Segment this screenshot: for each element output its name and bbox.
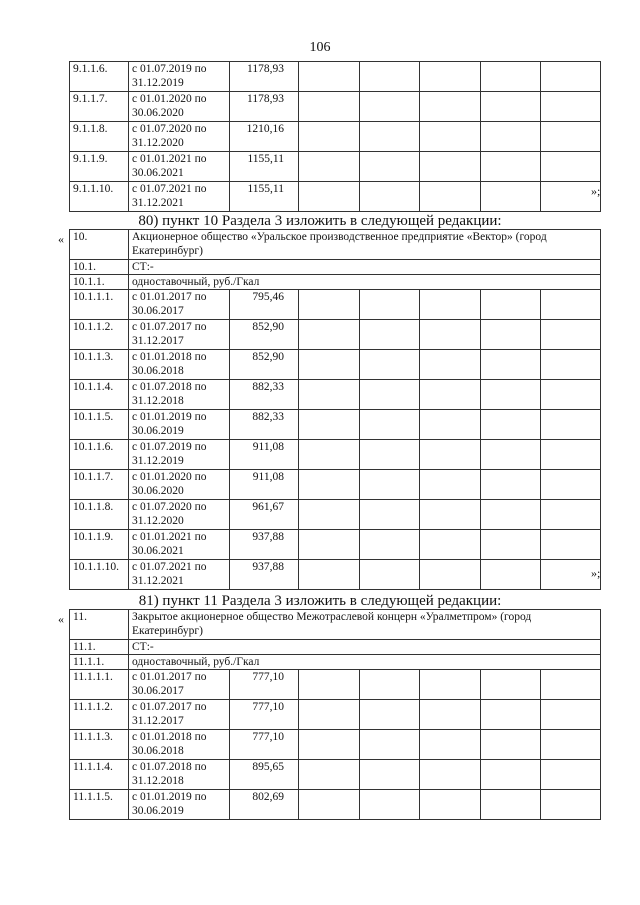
empty-cell xyxy=(299,470,360,500)
empty-cell xyxy=(481,182,541,212)
row-period: с 01.01.2020 по 30.06.2020 xyxy=(129,92,230,122)
row-code: 11.1.1.3. xyxy=(70,730,129,760)
row-period: с 01.07.2019 по 31.12.2019 xyxy=(129,62,230,92)
closing-quote: »; xyxy=(591,184,601,198)
table-row xyxy=(70,62,601,92)
empty-cell xyxy=(481,152,541,182)
table-row xyxy=(70,760,601,790)
tariff-code: 11.1.1. xyxy=(70,655,129,670)
row-period: с 01.01.2021 по 30.06.2021 xyxy=(129,530,230,560)
empty-cell xyxy=(299,730,360,760)
empty-cell xyxy=(360,670,420,700)
system-row xyxy=(70,640,601,655)
empty-cell xyxy=(481,440,541,470)
empty-cell xyxy=(299,380,360,410)
empty-cell xyxy=(420,410,481,440)
empty-cell xyxy=(541,62,601,92)
row-period: с 01.01.2017 по 30.06.2017 xyxy=(129,290,230,320)
empty-cell xyxy=(541,790,601,820)
empty-cell xyxy=(481,92,541,122)
empty-cell xyxy=(541,92,601,122)
empty-cell xyxy=(541,410,601,440)
table-row xyxy=(70,92,601,122)
row-code: 10.1.1.7. xyxy=(70,470,129,500)
empty-cell xyxy=(360,560,420,590)
row-price: 777,10 xyxy=(230,700,299,730)
empty-cell xyxy=(541,700,601,730)
empty-cell xyxy=(541,152,601,182)
empty-cell xyxy=(360,92,420,122)
row-period: с 01.07.2017 по 31.12.2017 xyxy=(129,700,230,730)
row-code: 9.1.1.7. xyxy=(70,92,129,122)
empty-cell xyxy=(299,290,360,320)
empty-cell xyxy=(481,290,541,320)
row-code: 10.1.1.3. xyxy=(70,350,129,380)
empty-cell xyxy=(481,320,541,350)
row-price: 1210,16 xyxy=(230,122,299,152)
empty-cell xyxy=(420,122,481,152)
empty-cell xyxy=(299,440,360,470)
table-row xyxy=(70,122,601,152)
empty-cell xyxy=(360,440,420,470)
empty-cell xyxy=(420,320,481,350)
row-code: 9.1.1.8. xyxy=(70,122,129,152)
empty-cell xyxy=(481,700,541,730)
amendment-80-heading: 80) пункт 10 Раздела 3 изложить в следующей редакции: xyxy=(138,213,502,229)
empty-cell xyxy=(360,500,420,530)
empty-cell xyxy=(360,760,420,790)
empty-cell xyxy=(541,350,601,380)
empty-cell xyxy=(360,730,420,760)
empty-cell xyxy=(420,700,481,730)
empty-cell xyxy=(360,700,420,730)
row-price: 1178,93 xyxy=(230,62,299,92)
empty-cell xyxy=(420,380,481,410)
org-code: 11. xyxy=(70,610,129,640)
empty-cell xyxy=(420,152,481,182)
empty-cell xyxy=(420,290,481,320)
opening-quote: « xyxy=(58,612,64,626)
row-period: с 01.07.2019 по 31.12.2019 xyxy=(129,440,230,470)
table-row xyxy=(70,182,601,212)
empty-cell xyxy=(541,500,601,530)
row-price: 1155,11 xyxy=(230,152,299,182)
row-code: 10.1.1.4. xyxy=(70,380,129,410)
empty-cell xyxy=(299,700,360,730)
row-price: 802,69 xyxy=(230,790,299,820)
empty-cell xyxy=(420,760,481,790)
row-period: с 01.01.2017 по 30.06.2017 xyxy=(129,670,230,700)
table-row xyxy=(70,530,601,560)
empty-cell xyxy=(299,760,360,790)
table-row xyxy=(70,670,601,700)
table-row xyxy=(70,290,601,320)
empty-cell xyxy=(420,440,481,470)
empty-cell xyxy=(360,790,420,820)
empty-cell xyxy=(420,92,481,122)
row-period: с 01.01.2019 по 30.06.2019 xyxy=(129,790,230,820)
empty-cell xyxy=(299,410,360,440)
empty-cell xyxy=(541,440,601,470)
row-price: 795,46 xyxy=(230,290,299,320)
row-price: 1178,93 xyxy=(230,92,299,122)
empty-cell xyxy=(481,410,541,440)
empty-cell xyxy=(541,320,601,350)
empty-cell xyxy=(420,470,481,500)
empty-cell xyxy=(299,790,360,820)
org-name: Закрытое акционерное общество Межотраслевой концерн «Уралметпром» (город Екатеринбург) xyxy=(129,610,601,640)
empty-cell xyxy=(420,182,481,212)
row-code: 9.1.1.10. xyxy=(70,182,129,212)
empty-cell xyxy=(299,560,360,590)
tariff-code: 10.1.1. xyxy=(70,275,129,290)
empty-cell xyxy=(299,530,360,560)
row-period: с 01.01.2019 по 30.06.2019 xyxy=(129,410,230,440)
table-row xyxy=(70,152,601,182)
empty-cell xyxy=(481,730,541,760)
row-period: с 01.07.2018 по 31.12.2018 xyxy=(129,380,230,410)
empty-cell xyxy=(299,92,360,122)
empty-cell xyxy=(360,320,420,350)
empty-cell xyxy=(360,62,420,92)
org-name: Акционерное общество «Уральское производственное предприятие «Вектор» (город Екатеринбург) xyxy=(129,230,601,260)
row-period: с 01.07.2021 по 31.12.2021 xyxy=(129,182,230,212)
row-code: 10.1.1.10. xyxy=(70,560,129,590)
table-row xyxy=(70,350,601,380)
empty-cell xyxy=(420,62,481,92)
row-period: с 01.01.2018 по 30.06.2018 xyxy=(129,350,230,380)
row-period: с 01.07.2020 по 31.12.2020 xyxy=(129,122,230,152)
row-price: 777,10 xyxy=(230,670,299,700)
row-price: 961,67 xyxy=(230,500,299,530)
row-code: 10.1.1.1. xyxy=(70,290,129,320)
row-code: 11.1.1.5. xyxy=(70,790,129,820)
empty-cell xyxy=(360,182,420,212)
tariff-label: одноставочный, руб./Гкал xyxy=(129,655,601,670)
empty-cell xyxy=(481,122,541,152)
system-row xyxy=(70,260,601,275)
empty-cell xyxy=(481,500,541,530)
row-period: с 01.07.2017 по 31.12.2017 xyxy=(129,320,230,350)
row-price: 911,08 xyxy=(230,440,299,470)
empty-cell xyxy=(299,350,360,380)
page-number: 106 xyxy=(309,40,331,55)
empty-cell xyxy=(420,730,481,760)
empty-cell xyxy=(299,320,360,350)
row-code: 9.1.1.6. xyxy=(70,62,129,92)
empty-cell xyxy=(481,760,541,790)
org-row xyxy=(70,230,601,260)
system-code: 11.1. xyxy=(70,640,129,655)
row-price: 882,33 xyxy=(230,380,299,410)
empty-cell xyxy=(541,760,601,790)
empty-cell xyxy=(360,122,420,152)
row-code: 10.1.1.6. xyxy=(70,440,129,470)
tariff-type-row xyxy=(70,275,601,290)
table-row xyxy=(70,790,601,820)
row-price: 1155,11 xyxy=(230,182,299,212)
empty-cell xyxy=(481,530,541,560)
table-row xyxy=(70,410,601,440)
empty-cell xyxy=(541,730,601,760)
row-period: с 01.07.2018 по 31.12.2018 xyxy=(129,760,230,790)
tariff-type-row xyxy=(70,655,601,670)
row-price: 852,90 xyxy=(230,350,299,380)
opening-quote: « xyxy=(58,232,64,246)
row-code: 11.1.1.1. xyxy=(70,670,129,700)
empty-cell xyxy=(481,62,541,92)
table-row xyxy=(70,560,601,590)
empty-cell xyxy=(299,500,360,530)
empty-cell xyxy=(299,62,360,92)
row-code: 10.1.1.9. xyxy=(70,530,129,560)
row-price: 852,90 xyxy=(230,320,299,350)
empty-cell xyxy=(360,350,420,380)
empty-cell xyxy=(420,530,481,560)
empty-cell xyxy=(299,122,360,152)
empty-cell xyxy=(299,152,360,182)
row-code: 10.1.1.5. xyxy=(70,410,129,440)
empty-cell xyxy=(299,182,360,212)
empty-cell xyxy=(481,380,541,410)
closing-quote: »; xyxy=(591,566,601,580)
table-row xyxy=(70,380,601,410)
row-period: с 01.01.2021 по 30.06.2021 xyxy=(129,152,230,182)
amendment-81-heading: 81) пункт 11 Раздела 3 изложить в следующей редакции: xyxy=(138,593,502,609)
row-price: 911,08 xyxy=(230,470,299,500)
row-code: 11.1.1.4. xyxy=(70,760,129,790)
empty-cell xyxy=(420,790,481,820)
tariff-table-11 xyxy=(69,609,601,820)
system-label: СТ:- xyxy=(129,260,601,275)
empty-cell xyxy=(360,152,420,182)
row-period: с 01.07.2021 по 31.12.2021 xyxy=(129,560,230,590)
row-period: с 01.01.2018 по 30.06.2018 xyxy=(129,730,230,760)
table-row xyxy=(70,320,601,350)
table-row xyxy=(70,440,601,470)
row-price: 882,33 xyxy=(230,410,299,440)
row-period: с 01.07.2020 по 31.12.2020 xyxy=(129,500,230,530)
org-code: 10. xyxy=(70,230,129,260)
empty-cell xyxy=(541,380,601,410)
empty-cell xyxy=(360,530,420,560)
empty-cell xyxy=(299,670,360,700)
row-price: 937,88 xyxy=(230,560,299,590)
empty-cell xyxy=(481,470,541,500)
table-row xyxy=(70,700,601,730)
empty-cell xyxy=(360,380,420,410)
empty-cell xyxy=(420,670,481,700)
empty-cell xyxy=(481,790,541,820)
empty-cell xyxy=(420,500,481,530)
empty-cell xyxy=(541,290,601,320)
row-code: 10.1.1.2. xyxy=(70,320,129,350)
empty-cell xyxy=(360,470,420,500)
table-row xyxy=(70,730,601,760)
row-period: с 01.01.2020 по 30.06.2020 xyxy=(129,470,230,500)
empty-cell xyxy=(360,410,420,440)
table-row xyxy=(70,470,601,500)
empty-cell xyxy=(541,122,601,152)
row-code: 11.1.1.2. xyxy=(70,700,129,730)
row-price: 937,88 xyxy=(230,530,299,560)
empty-cell xyxy=(541,470,601,500)
tariff-table-10 xyxy=(69,229,601,590)
empty-cell xyxy=(481,560,541,590)
empty-cell xyxy=(481,350,541,380)
row-code: 9.1.1.9. xyxy=(70,152,129,182)
empty-cell xyxy=(360,290,420,320)
system-code: 10.1. xyxy=(70,260,129,275)
empty-cell xyxy=(481,670,541,700)
tariff-table-9 xyxy=(69,61,601,212)
system-label: СТ:- xyxy=(129,640,601,655)
empty-cell xyxy=(541,530,601,560)
table-row xyxy=(70,500,601,530)
org-row xyxy=(70,610,601,640)
empty-cell xyxy=(541,670,601,700)
tariff-label: одноставочный, руб./Гкал xyxy=(129,275,601,290)
row-price: 895,65 xyxy=(230,760,299,790)
empty-cell xyxy=(420,350,481,380)
row-code: 10.1.1.8. xyxy=(70,500,129,530)
empty-cell xyxy=(420,560,481,590)
row-price: 777,10 xyxy=(230,730,299,760)
